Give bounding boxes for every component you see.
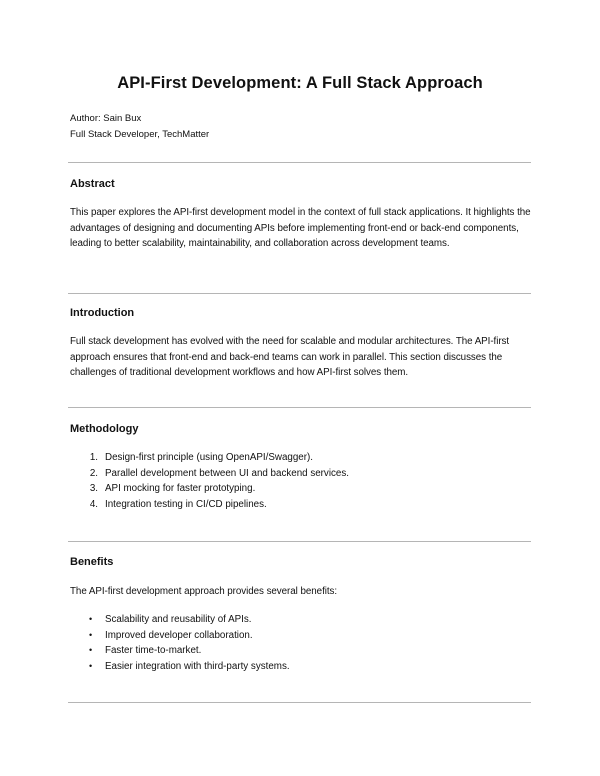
author-line: Author: Sain Bux (70, 113, 142, 124)
bullet-icon: • (89, 614, 93, 624)
list-item (70, 466, 530, 482)
list-item (70, 497, 530, 513)
list-item (70, 659, 530, 675)
list-item-text: Scalability and reusability of APIs. (105, 614, 252, 625)
list-item-text: Integration testing in CI/CD pipelines. (105, 498, 267, 510)
list-number: 1. (89, 452, 98, 463)
benefits-intro: The API-first development approach provides several benefits: (70, 586, 338, 597)
list-item-text: Faster time-to-market. (105, 645, 202, 656)
section-divider (68, 293, 531, 294)
paper-title: API-First Development: A Full Stack Approach (117, 74, 483, 92)
bullet-icon: • (89, 629, 93, 640)
list-item (70, 612, 530, 628)
benefits-list (70, 612, 530, 674)
list-item (70, 450, 530, 466)
list-item (70, 628, 530, 644)
section-divider (68, 702, 531, 703)
introduction-text: Full stack development has evolved with the need for scalable and modular architectures. The API-first approach ensures that front-end and back-end teams can work in parallel. This section discusses the challenges of traditional development workflows and how API-first solves them. (70, 336, 510, 378)
introduction-heading: Introduction (70, 307, 135, 319)
list-number: 2. (89, 467, 98, 479)
section-divider (68, 162, 531, 163)
list-item-text: Parallel development between UI and backend services. (105, 467, 349, 479)
bullet-icon: • (89, 660, 93, 671)
list-item-text: Design-first principle (using OpenAPI/Swagger). (105, 452, 314, 463)
section-divider (68, 541, 531, 542)
author-affiliation: Full Stack Developer, TechMatter (70, 129, 210, 140)
list-number: 4. (89, 498, 98, 510)
abstract-heading: Abstract (70, 178, 115, 190)
bullet-icon: • (89, 645, 93, 655)
list-item-text: API mocking for faster prototyping. (105, 483, 256, 494)
list-item-text: Improved developer collaboration. (105, 629, 253, 641)
list-item-text: Easier integration with third-party systems. (105, 660, 290, 672)
methodology-list (70, 450, 530, 512)
list-number: 3. (89, 483, 98, 494)
section-divider (68, 407, 531, 408)
abstract-text: This paper explores the API-first development model in the context of full stack applications. It highlights the advantages of designing and documenting APIs before implementing front-end or back-end components, leading to better scalability, maintainability, and collaboration across development teams. (70, 207, 531, 249)
list-item (70, 643, 530, 659)
list-item (70, 481, 530, 497)
methodology-heading: Methodology (70, 423, 139, 435)
benefits-heading: Benefits (70, 556, 114, 568)
